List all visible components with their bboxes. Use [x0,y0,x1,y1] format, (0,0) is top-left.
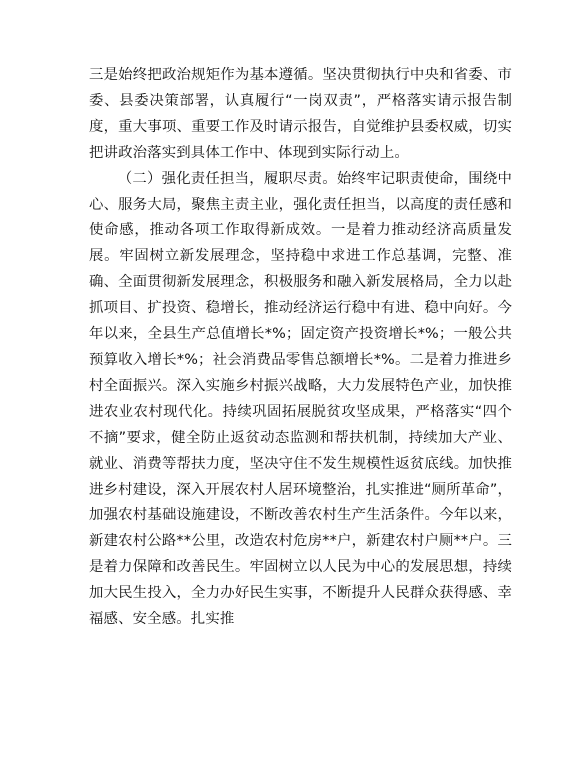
paragraph-political-rules: 三是始终把政治规矩作为基本遵循。坚决贯彻执行中央和省委、市委、县委决策部署，认真履行“一岗双责”，严格落实请示报告制度，重大事项、重要工作及时请示报告，自觉维护县委权威，切实把讲政治落实到具体工作中、体现到实际行动上。 [89,67,512,161]
paragraph-responsibility: （二）强化责任担当，履职尽责。始终牢记职责使命，围绕中心、服务大局，聚焦主责主业，强化责任担当，以高度的责任感和使命感，推动各项工作取得新成效。一是着力推动经济高质量发展。牢固树立新发展理念，坚持稳中求进工作总基调，完整、准确、全面贯彻新发展理念，积极服务和融入新发展格局，全力以赴抓项目、扩投资、稳增长，推动经济运行稳中有进、稳中向好。今年以来，全县生产总值增长*%；固定资产投资增长*%；一般公共预算收入增长*%；社会消费品零售总额增长*%。二是着力推进乡村全面振兴。深入实施乡村振兴战略，大力发展特色产业，加快推进农业农村现代化。持续巩固拓展脱贫攻坚成果，严格落实“四个不摘”要求，健全防止返贫动态监测和帮扶机制，持续加大产业、就业、消费等帮扶力度，坚决守住不发生规模性返贫底线。加快推进乡村建设，深入开展农村人居环境整治，扎实推进“厕所革命”，加强农村基础设施建设，不断改善农村生产生活条件。今年以来，新建农村公路**公里，改造农村危房**户，新建农村户厕**户。三是着力保障和改善民生。牢固树立以人民为中心的发展思想，持续加大民生投入，全力办好民生实事，不断提升人民群众获得感、幸福感、安全感。扎实推 [89,170,512,628]
document-body [89,63,512,633]
